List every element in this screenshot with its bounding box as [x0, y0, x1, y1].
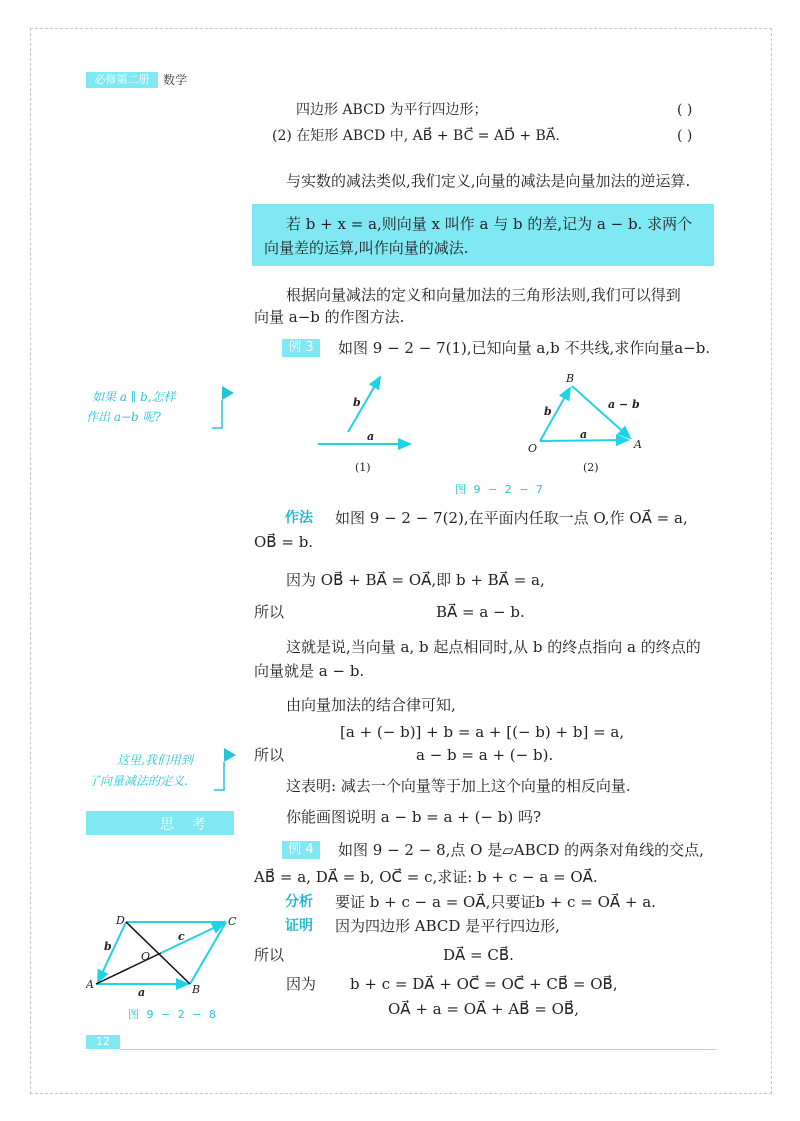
intro-text: 与实数的减法类似,我们定义,向量的减法是向量加法的逆运算. [286, 172, 691, 190]
sidenote-1-line-1: 如果 a ∥ b,怎样 [92, 390, 176, 404]
method-tag: 作法 [285, 510, 313, 526]
point-B: B [192, 983, 201, 996]
so-1-eq: BA⃗ = a − b. [436, 603, 525, 621]
vector-b-DA [98, 922, 126, 982]
label-a-fig2: a [580, 428, 588, 441]
page-number: 12 [86, 1035, 120, 1049]
definition-line-2: 向量差的运算,叫作向量的减法. [264, 239, 469, 257]
statement-text: 这表明: 减去一个向量等于加上这个向量的相反向量. [286, 777, 631, 795]
so-3-label: 所以 [254, 946, 285, 964]
subject-label: 数学 [163, 73, 188, 87]
label-b-fig2: b [544, 405, 552, 418]
label-a-fig1: a [367, 430, 375, 443]
proof-text: 因为四边形 ABCD 是平行四边形, [335, 917, 560, 935]
method-line-1: 如图 9 − 2 − 7(2),在平面内任取一点 O,作 OA⃗ = a, [335, 509, 688, 527]
diagonal-AO [96, 953, 161, 984]
point-O: O [141, 950, 151, 963]
para1-line-2: 向量 a−b 的作图方法. [254, 308, 405, 326]
sidenote-2-bracket [212, 746, 242, 796]
proof-tag: 证明 [285, 918, 313, 934]
figure-9-2-8 [86, 912, 246, 1002]
fig-9-2-7-sub1: (1) [355, 461, 371, 474]
figure-9-2-7-1 [310, 370, 430, 455]
because-1: 因为 OB⃗ + BA⃗ = OA⃗,即 b + BA⃗ = a, [286, 571, 545, 589]
example-4-line-2: AB⃗ = a, DA⃗ = b, OC⃗ = c,求证: b + c − a = OA⃗. [254, 868, 598, 886]
point-O-fig2: O [528, 442, 538, 455]
para1-line-1: 根据向量减法的定义和向量加法的三角形法则,我们可以得到 [286, 286, 681, 304]
para2-line-1: 这就是说,当向量 a, b 起点相同时,从 b 的终点指向 a 的终点的 [286, 638, 701, 656]
para2-line-2: 向量就是 a − b. [254, 662, 365, 680]
because-2-eq-1: b + c = DA⃗ + OC⃗ = OC⃗ + CB⃗ = OB⃗, [350, 975, 618, 993]
think-question: 你能画图说明 a − b = a + (− b) 吗? [286, 808, 542, 826]
because-2-eq-2: OA⃗ + a = OA⃗ + AB⃗ = OB⃗, [388, 1000, 579, 1018]
label-a-fig928: a [138, 986, 146, 999]
so-1-label: 所以 [254, 603, 285, 621]
example-3-text: 如图 9 − 2 − 7(1),已知向量 a,b 不共线,求作向量a−b. [338, 339, 711, 357]
vector-c-OC [161, 923, 224, 953]
think-title: 思 考 [160, 817, 206, 833]
point-D: D [116, 914, 125, 927]
because-2-label: 因为 [286, 975, 317, 993]
eq-assoc: [a + (− b)] + b = a + [(− b) + b] = a, [340, 723, 625, 741]
problem-line-1: 四边形 ABCD 为平行四边形； [296, 102, 488, 118]
fig-9-2-7-sub2: (2) [583, 461, 599, 474]
sidenote-1-line-2: 作出 a−b 呢? [86, 410, 161, 424]
fig-9-2-7-caption: 图 9 − 2 − 7 [455, 483, 545, 496]
so-2-label: 所以 [254, 746, 285, 764]
definition-box [252, 204, 714, 266]
sidenote-2-line-1: 这里,我们用到 [117, 753, 193, 767]
so-2-eq: a − b = a + (− b). [416, 746, 554, 764]
fig-9-2-8-caption: 图 9 − 2 − 8 [128, 1008, 218, 1021]
method-line-2: OB⃗ = b. [254, 533, 314, 551]
analysis-tag: 分析 [285, 894, 313, 910]
sidenote-2-line-2: 了向量减法的定义. [88, 774, 188, 788]
problem-line-1-paren: ( ) [677, 102, 693, 118]
label-b-fig1: b [353, 396, 361, 409]
example-4-tag: 例 4 [282, 841, 320, 859]
assoc-text: 由向量加法的结合律可知, [286, 696, 456, 714]
label-c-fig928: c [178, 930, 185, 943]
problem-line-2: (2) 在矩形 ABCD 中, AB⃗ + BC⃗ = AD⃗ + BA⃗. [272, 128, 560, 144]
label-b-fig928: b [104, 940, 112, 953]
definition-line-1: 若 b + x = a,则向量 x 叫作 a 与 b 的差,记为 a − b. 求两个 [286, 215, 693, 233]
book-title: 必修第二册 [94, 73, 150, 86]
book-title-tag [86, 72, 158, 88]
example-4-line-1: 如图 9 − 2 − 8,点 O 是▱ABCD 的两条对角线的交点, [338, 841, 704, 859]
point-B-fig2: B [566, 372, 575, 385]
think-header [86, 811, 234, 835]
point-A-fig2: A [634, 438, 642, 451]
figure-9-2-7-2 [520, 372, 660, 462]
footer-rule [120, 1049, 716, 1050]
so-3-eq: DA⃗ = CB⃗. [443, 946, 514, 964]
example-3-tag: 例 3 [282, 339, 320, 357]
analysis-text: 要证 b + c − a = OA⃗,只要证b + c = OA⃗ + a. [335, 893, 656, 911]
point-A: A [86, 978, 94, 991]
point-C: C [228, 915, 237, 928]
problem-line-2-paren: ( ) [677, 128, 693, 144]
label-a-minus-b-fig2: a − b [608, 398, 640, 411]
sidenote-1-bracket [210, 384, 240, 434]
